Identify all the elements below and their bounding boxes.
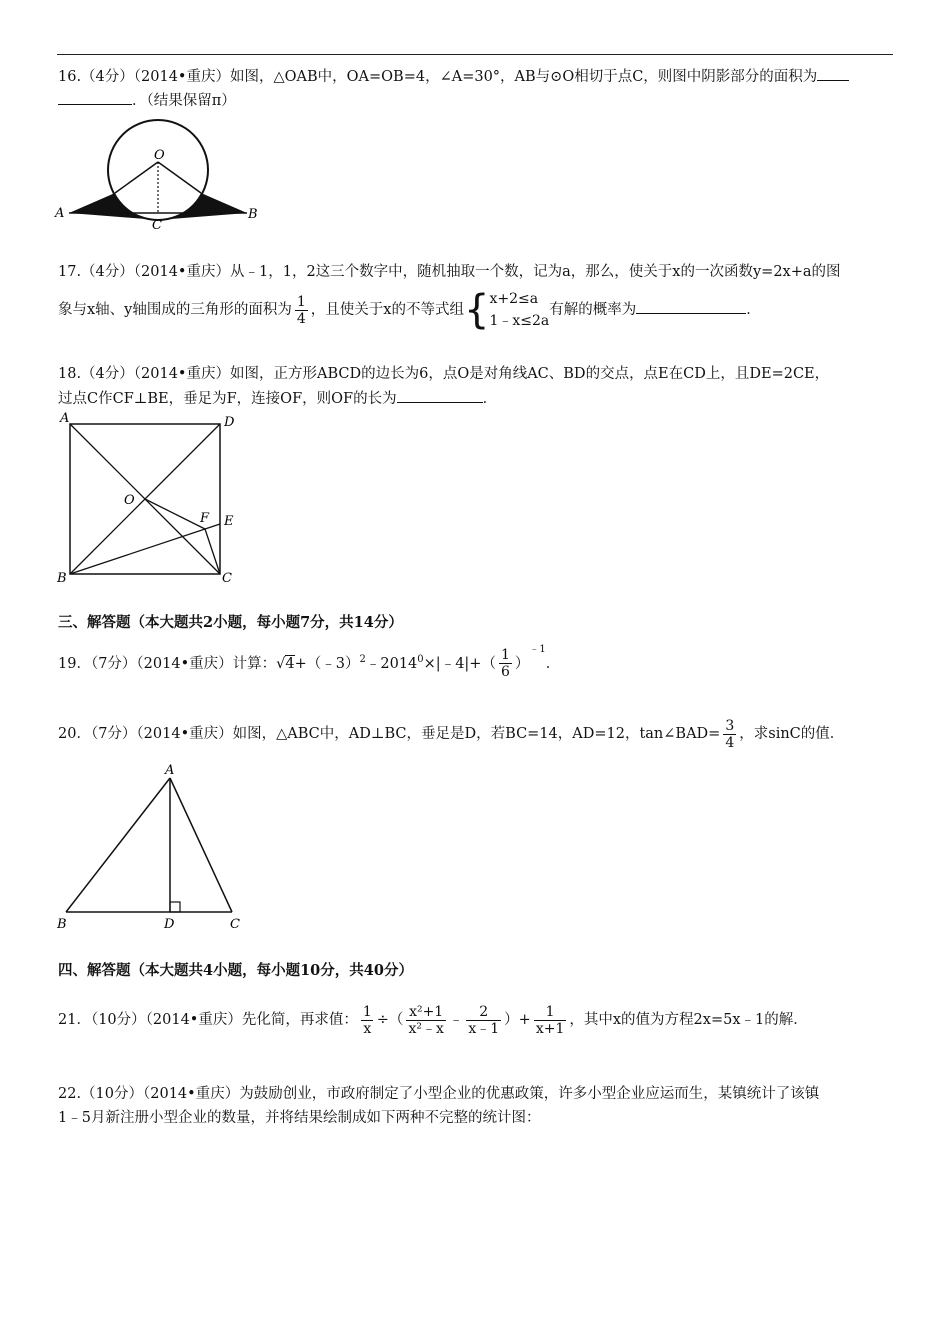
label-F: F: [200, 511, 210, 526]
section-4-heading: 四、解答题（本大题共4小题，每小题10分，共40分）: [58, 962, 413, 979]
label-E: E: [224, 514, 234, 529]
label-D: D: [164, 917, 175, 932]
q18-text-2: 过点C作CF⊥BE，垂足为F，连接OF，则OF的长为 ．: [58, 388, 497, 409]
label-C: C: [152, 218, 162, 233]
q19-text: 19．（7分）（2014•重庆）计算：$√4+(﹣3)^2﹣2014^0\times|﹣4|+$（ $\frac{1}{6}$ ）$^{﹣1}$．: [58, 644, 561, 681]
q17-text-2: 象与x轴、y轴围成的三角形的面积为 $\frac{1}{4}$ ，且使关于x的不等式组 { x+2≤a 1﹣x≤2a 有解的概率为 ．: [58, 287, 761, 333]
q20-figure: [52, 760, 252, 936]
q16-figure: [50, 112, 270, 236]
inequality-system: { x+2≤a 1﹣x≤2a: [463, 287, 550, 333]
label-B: B: [57, 571, 67, 586]
section-3-heading: 三、解答题（本大题共2小题，每小题7分，共14分）: [58, 614, 403, 631]
q18-text: 18.（4分）（2014•重庆）如图，正方形ABCD的边长为6，点O是对角线AC、BD的交点，点E在CD上，且DE=2CE，: [58, 366, 830, 382]
fraction-quarter: $\frac{1}{4}$: [296, 293, 306, 327]
q22-text-2: 1﹣5月新注册小型企业的数量，并将结果绘制成如下两种不完整的统计图：: [58, 1110, 541, 1126]
label-D: D: [224, 415, 235, 430]
label-A: A: [60, 411, 70, 426]
q16-text: 16.（4分）（2014•重庆）如图，△OAB中，OA=OB=4，∠A=30°，AB与⊙O相切于点C，则图中阴影部分的面积为: [58, 66, 849, 87]
header-rule: [57, 54, 893, 55]
q16-text-2: ．（结果保留π）: [58, 90, 236, 111]
label-O: O: [154, 148, 165, 163]
label-C: C: [222, 571, 232, 586]
sqrt: √4: [276, 655, 295, 672]
q21-text: 21．（10分）（2014•重庆）先化简，再求值： $\frac{1}{x}$ ÷（ $\frac{\text{x²+1}}{\text{x²﹣x}}$ ﹣ $\frac{2}{x﹣1}$ ）+ $\frac{1}{x+1}$ ，其中x的值为方程2x=5x﹣1的解．: [58, 1003, 808, 1037]
label-A: A: [55, 206, 65, 221]
label-B: B: [248, 207, 258, 222]
q17-text: 17.（4分）（2014•重庆）从﹣1，1，2这三个数字中，随机抽取一个数，记为a，那么，使关于x的一次函数y=2x+a的图: [58, 264, 841, 280]
label-B: B: [57, 917, 67, 932]
label-C: C: [230, 917, 240, 932]
label-O: O: [124, 493, 135, 508]
label-A: A: [165, 763, 175, 778]
q18-figure: [52, 408, 252, 590]
q20-text: 20．（7分）（2014•重庆）如图，△ABC中，AD⊥BC，垂足是D，若BC=14，AD=12，tan∠BAD= $\frac{3}{4}$ ，求sinC的值．: [58, 717, 845, 751]
q22-text: 22.（10分）（2014•重庆）为鼓励创业，市政府制定了小型企业的优惠政策，许多小型企业应运而生，某镇统计了该镇: [58, 1086, 820, 1102]
